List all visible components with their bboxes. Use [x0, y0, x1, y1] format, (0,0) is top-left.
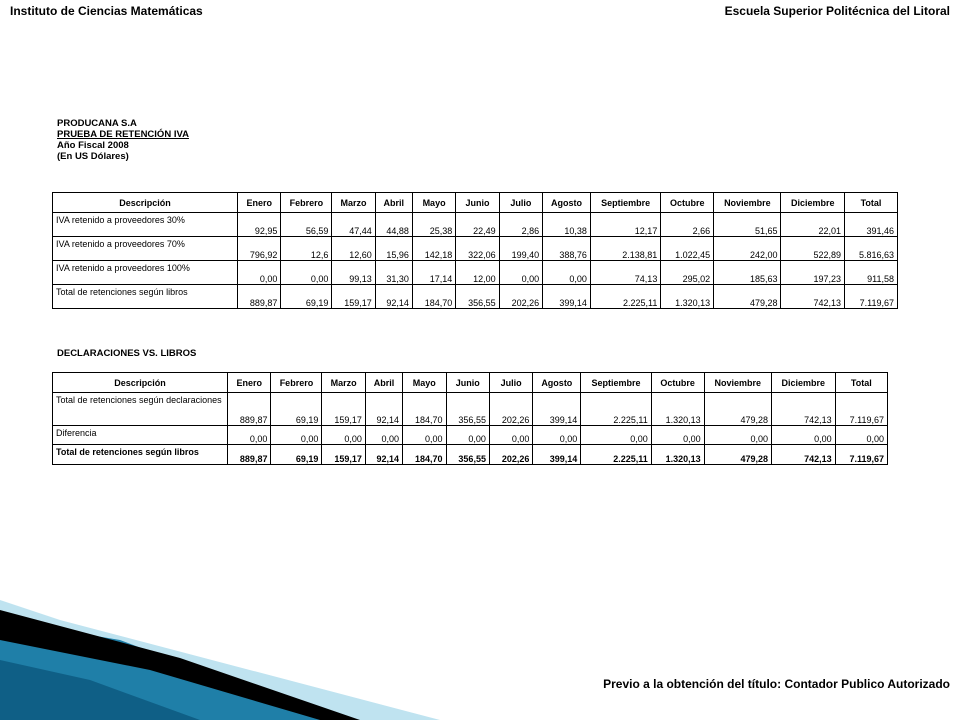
table-cell: 69,19 — [271, 393, 322, 426]
section-title: DECLARACIONES VS. LIBROS — [57, 348, 197, 359]
table-cell: 10,38 — [543, 213, 591, 237]
table-cell: 0,00 — [228, 426, 271, 445]
table-cell: 242,00 — [714, 237, 781, 261]
col-header: Agosto — [543, 193, 591, 213]
col-header: Octubre — [661, 193, 714, 213]
table-cell: 1.320,13 — [651, 393, 704, 426]
table-cell: 56,59 — [281, 213, 332, 237]
table-cell: 184,70 — [403, 393, 446, 426]
col-header: Total — [845, 193, 898, 213]
table-cell: 742,13 — [781, 285, 845, 309]
col-header: Diciembre — [781, 193, 845, 213]
table-cell: 0,00 — [271, 426, 322, 445]
decorative-swoosh — [0, 600, 440, 720]
col-header: Enero — [238, 193, 281, 213]
table-cell: 356,55 — [446, 393, 489, 426]
table-cell: 12,00 — [456, 261, 499, 285]
table-cell: 99,13 — [332, 261, 375, 285]
table-cell: 0,00 — [835, 426, 887, 445]
table-cell: 479,28 — [714, 285, 781, 309]
table-cell: 295,02 — [661, 261, 714, 285]
table-row — [53, 426, 888, 445]
col-header: Enero — [228, 373, 271, 393]
table-cell: 2,86 — [499, 213, 542, 237]
table-cell: 69,19 — [281, 285, 332, 309]
table-cell: 889,87 — [238, 285, 281, 309]
table-row — [53, 237, 898, 261]
col-header: Febrero — [271, 373, 322, 393]
table-cell: 31,30 — [375, 261, 412, 285]
table-cell: 184,70 — [412, 285, 455, 309]
col-header: Septiembre — [590, 193, 660, 213]
col-header: Abril — [365, 373, 402, 393]
iva-retention-table — [52, 192, 898, 309]
col-header: Diciembre — [772, 373, 836, 393]
table-cell: 12,60 — [332, 237, 375, 261]
table-cell: 391,46 — [845, 213, 898, 237]
table-cell: 796,92 — [238, 237, 281, 261]
row-label: IVA retenido a proveedores 30% — [53, 213, 238, 237]
table-cell: 199,40 — [499, 237, 542, 261]
col-header: Octubre — [651, 373, 704, 393]
table-row — [53, 445, 888, 465]
table-cell: 202,26 — [489, 445, 532, 465]
table-cell: 142,18 — [412, 237, 455, 261]
col-header: Mayo — [412, 193, 455, 213]
table-cell: 322,06 — [456, 237, 499, 261]
company-name: PRODUCANA S.A — [57, 118, 137, 129]
col-header: Noviembre — [704, 373, 771, 393]
table-row — [53, 285, 898, 309]
table-cell: 479,28 — [704, 445, 771, 465]
table-cell: 0,00 — [533, 426, 581, 445]
table-cell: 202,26 — [499, 285, 542, 309]
table-cell: 889,87 — [228, 393, 271, 426]
table-cell: 47,44 — [332, 213, 375, 237]
table-cell: 69,19 — [271, 445, 322, 465]
table-cell: 12,17 — [590, 213, 660, 237]
table-cell: 0,00 — [365, 426, 402, 445]
col-header: Total — [835, 373, 887, 393]
table-row — [53, 213, 898, 237]
footer-note: Previo a la obtención del título: Contador Publico Autorizado — [603, 677, 950, 691]
table-cell: 2.138,81 — [590, 237, 660, 261]
col-header: Julio — [499, 193, 542, 213]
table-cell: 0,00 — [281, 261, 332, 285]
col-header: Abril — [375, 193, 412, 213]
row-label: IVA retenido a proveedores 100% — [53, 261, 238, 285]
declarations-vs-books-table — [52, 372, 888, 465]
row-label: IVA retenido a proveedores 70% — [53, 237, 238, 261]
col-header: Descripción — [53, 373, 228, 393]
table-cell: 92,14 — [375, 285, 412, 309]
table-cell: 12,6 — [281, 237, 332, 261]
table-cell: 92,14 — [365, 393, 402, 426]
table-cell: 184,70 — [403, 445, 446, 465]
table-cell: 202,26 — [489, 393, 532, 426]
table-cell: 22,01 — [781, 213, 845, 237]
row-label: Total de retenciones según libros — [53, 285, 238, 309]
col-header: Mayo — [403, 373, 446, 393]
table-cell: 1.320,13 — [661, 285, 714, 309]
table-cell: 7.119,67 — [845, 285, 898, 309]
table-cell: 356,55 — [446, 445, 489, 465]
col-header: Septiembre — [581, 373, 652, 393]
row-label: Total de retenciones según declaraciones — [53, 393, 228, 426]
table-cell: 356,55 — [456, 285, 499, 309]
table-cell: 17,14 — [412, 261, 455, 285]
table-cell: 22,49 — [456, 213, 499, 237]
currency-note: (En US Dólares) — [57, 151, 129, 162]
table-cell: 0,00 — [489, 426, 532, 445]
table-cell: 742,13 — [772, 393, 836, 426]
col-header: Junio — [446, 373, 489, 393]
table-cell: 2.225,11 — [581, 445, 652, 465]
table-cell: 7.119,67 — [835, 445, 887, 465]
col-header: Marzo — [332, 193, 375, 213]
table-cell: 388,76 — [543, 237, 591, 261]
table-cell: 2,66 — [661, 213, 714, 237]
row-label: Total de retenciones según libros — [53, 445, 228, 465]
header-school: Escuela Superior Politécnica del Litoral — [724, 4, 950, 18]
table-cell: 7.119,67 — [835, 393, 887, 426]
table-cell: 159,17 — [332, 285, 375, 309]
table-cell: 0,00 — [704, 426, 771, 445]
table-cell: 0,00 — [322, 426, 365, 445]
company-block — [57, 118, 189, 162]
table-cell: 0,00 — [499, 261, 542, 285]
table-cell: 911,58 — [845, 261, 898, 285]
col-header: Febrero — [281, 193, 332, 213]
table-cell: 1.320,13 — [651, 445, 704, 465]
col-header: Marzo — [322, 373, 365, 393]
table-row — [53, 261, 898, 285]
table-cell: 2.225,11 — [590, 285, 660, 309]
fiscal-year: Año Fiscal 2008 — [57, 140, 129, 151]
table-cell: 399,14 — [533, 445, 581, 465]
table-cell: 25,38 — [412, 213, 455, 237]
table-cell: 399,14 — [533, 393, 581, 426]
header-institute: Instituto de Ciencias Matemáticas — [10, 4, 203, 18]
table-header-row — [53, 193, 898, 213]
table-cell: 2.225,11 — [581, 393, 652, 426]
table-cell: 0,00 — [543, 261, 591, 285]
table-row — [53, 393, 888, 426]
col-header: Noviembre — [714, 193, 781, 213]
table-cell: 159,17 — [322, 445, 365, 465]
col-header: Julio — [489, 373, 532, 393]
table-cell: 0,00 — [403, 426, 446, 445]
table-cell: 92,14 — [365, 445, 402, 465]
table-cell: 159,17 — [322, 393, 365, 426]
table-cell: 15,96 — [375, 237, 412, 261]
table-cell: 197,23 — [781, 261, 845, 285]
table-cell: 1.022,45 — [661, 237, 714, 261]
table-cell: 44,88 — [375, 213, 412, 237]
table-header-row — [53, 373, 888, 393]
table-cell: 0,00 — [772, 426, 836, 445]
table-cell: 5.816,63 — [845, 237, 898, 261]
table-cell: 522,89 — [781, 237, 845, 261]
table-cell: 479,28 — [704, 393, 771, 426]
table-cell: 0,00 — [238, 261, 281, 285]
row-label: Diferencia — [53, 426, 228, 445]
table-cell: 399,14 — [543, 285, 591, 309]
col-header: Junio — [456, 193, 499, 213]
table-cell: 0,00 — [581, 426, 652, 445]
report-title: PRUEBA DE RETENCIÓN IVA — [57, 129, 189, 140]
table-cell: 0,00 — [651, 426, 704, 445]
col-header: Descripción — [53, 193, 238, 213]
table-cell: 889,87 — [228, 445, 271, 465]
table-cell: 74,13 — [590, 261, 660, 285]
col-header: Agosto — [533, 373, 581, 393]
table-cell: 51,65 — [714, 213, 781, 237]
table-cell: 92,95 — [238, 213, 281, 237]
table-cell: 742,13 — [772, 445, 836, 465]
table-cell: 0,00 — [446, 426, 489, 445]
table-cell: 185,63 — [714, 261, 781, 285]
